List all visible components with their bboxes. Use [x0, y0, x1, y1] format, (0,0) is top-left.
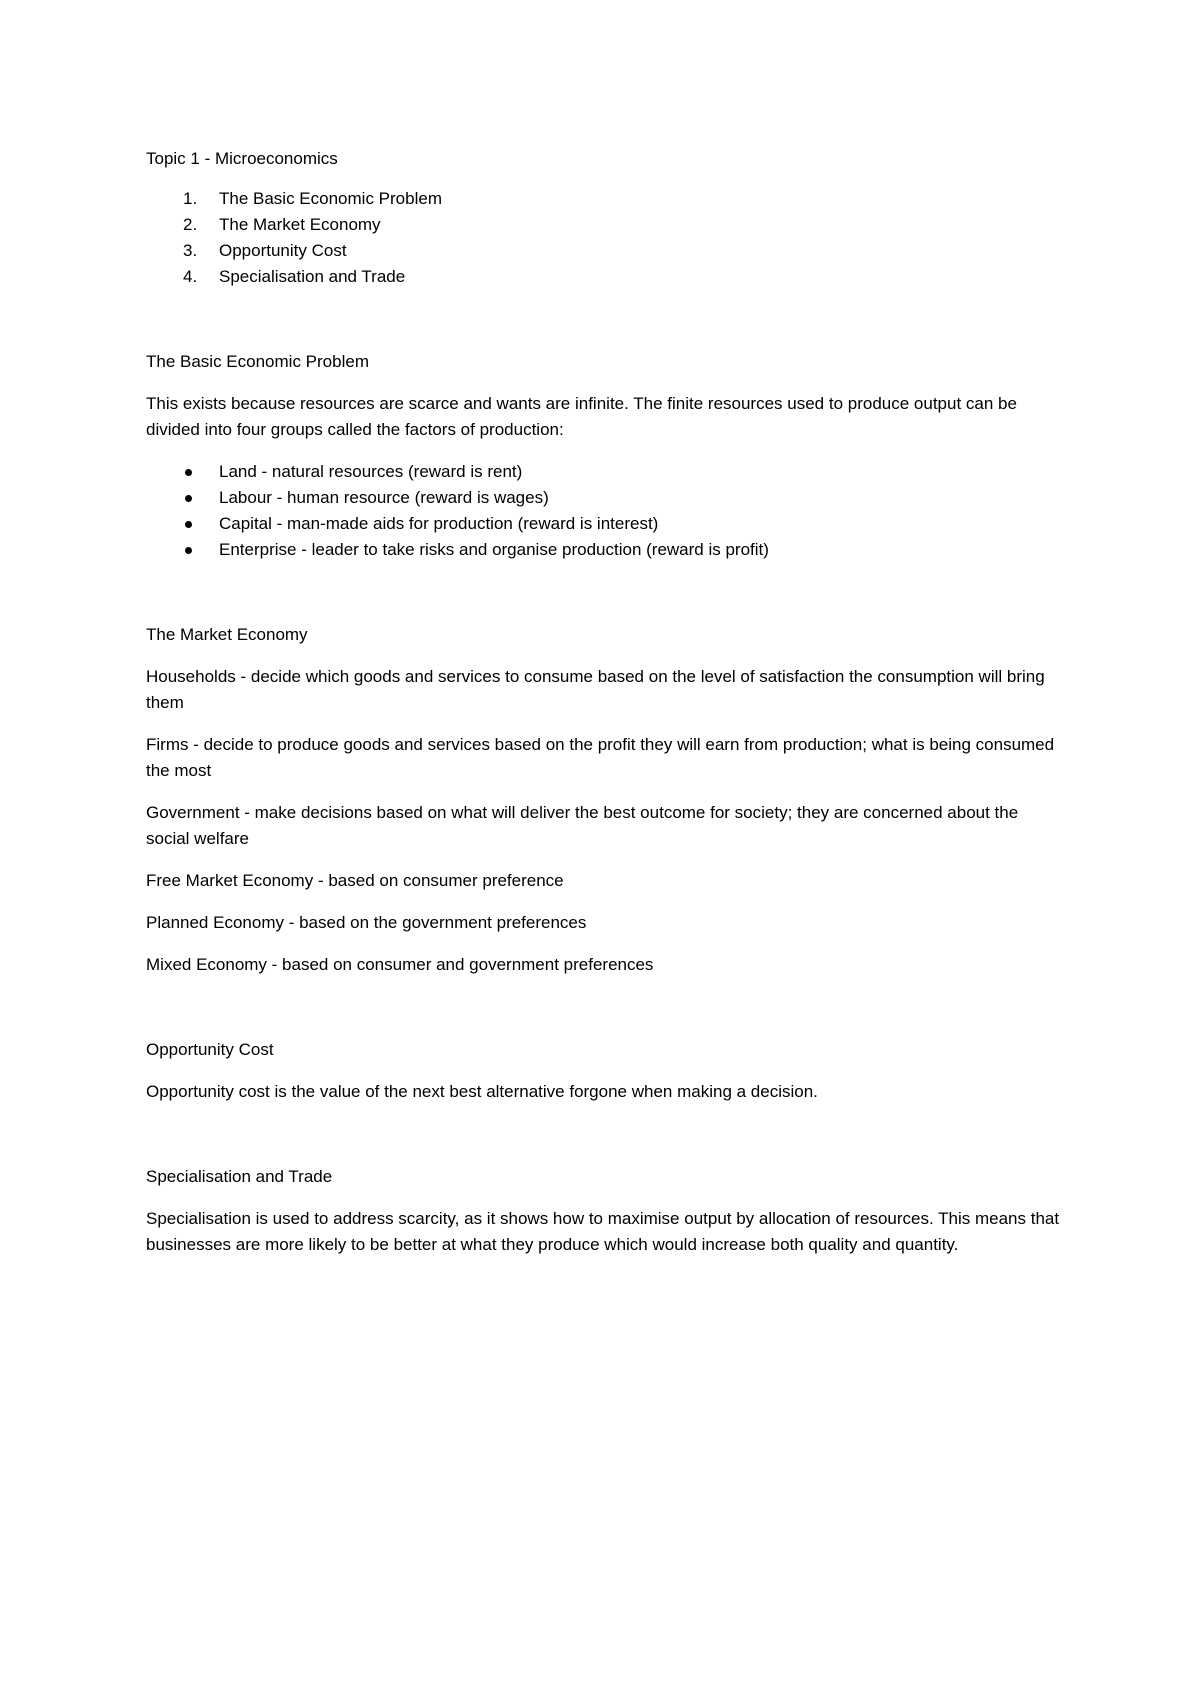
factor-item	[146, 459, 1066, 485]
factor-item	[146, 485, 1066, 511]
market-economy-paragraph: Free Market Economy - based on consumer preference	[146, 871, 564, 890]
section-title-specialisation: Specialisation and Trade	[146, 1167, 333, 1186]
factor-item-text: Enterprise - leader to take risks and organise production (reward is profit)	[219, 540, 769, 559]
contents-item-label: Opportunity Cost	[219, 241, 347, 260]
contents-item-label: Specialisation and Trade	[219, 267, 406, 286]
section-title-opportunity-cost: Opportunity Cost	[146, 1040, 274, 1059]
list-number: 1.	[183, 189, 198, 208]
market-economy-paragraph: Government - make decisions based on what will deliver the best outcome for society; they are concerned about the social welfare	[146, 803, 1019, 848]
factor-item-text: Labour - human resource (reward is wages)	[219, 488, 549, 507]
contents-item	[146, 238, 1066, 264]
basic-problem-intro: This exists because resources are scarce and wants are infinite. The finite resources used to produce output can be divided into four groups called the factors of production:	[146, 394, 1017, 439]
contents-item	[146, 264, 1066, 290]
market-economy-paragraph: Planned Economy - based on the government preferences	[146, 913, 587, 932]
bullet-icon	[185, 547, 192, 554]
contents-item	[146, 212, 1066, 238]
list-number: 2.	[183, 215, 198, 234]
contents-item	[146, 186, 1066, 212]
contents-item-label: The Market Economy	[219, 215, 381, 234]
market-economy-paragraph: Mixed Economy - based on consumer and government preferences	[146, 955, 654, 974]
topic-title: Topic 1 - Microeconomics	[146, 149, 338, 168]
market-economy-paragraph: Firms - decide to produce goods and services based on the profit they will earn from production; what is being consumed the most	[146, 735, 1055, 780]
list-number: 4.	[183, 267, 198, 286]
section-title-basic-problem: The Basic Economic Problem	[146, 352, 369, 371]
factor-item-text: Capital - man-made aids for production (reward is interest)	[219, 514, 659, 533]
bullet-icon	[185, 469, 192, 476]
factor-item-text: Land - natural resources (reward is rent)	[219, 462, 523, 481]
specialisation-text: Specialisation is used to address scarcity, as it shows how to maximise output by allocation of resources. This means that businesses are more likely to be better at what they produce which would increase both quality and quantity.	[146, 1209, 1060, 1254]
factors-list	[146, 459, 1066, 563]
market-economy-paragraph: Households - decide which goods and services to consume based on the level of satisfaction the consumption will bring them	[146, 667, 1045, 712]
factor-item	[146, 537, 1066, 563]
section-title-market-economy: The Market Economy	[146, 625, 308, 644]
bullet-icon	[185, 495, 192, 502]
opportunity-cost-text: Opportunity cost is the value of the next best alternative forgone when making a decision.	[146, 1082, 818, 1101]
bullet-icon	[185, 521, 192, 528]
list-number: 3.	[183, 241, 198, 260]
contents-list	[146, 186, 1066, 290]
factor-item	[146, 511, 1066, 537]
document-body	[146, 146, 1066, 1258]
contents-item-label: The Basic Economic Problem	[219, 189, 442, 208]
